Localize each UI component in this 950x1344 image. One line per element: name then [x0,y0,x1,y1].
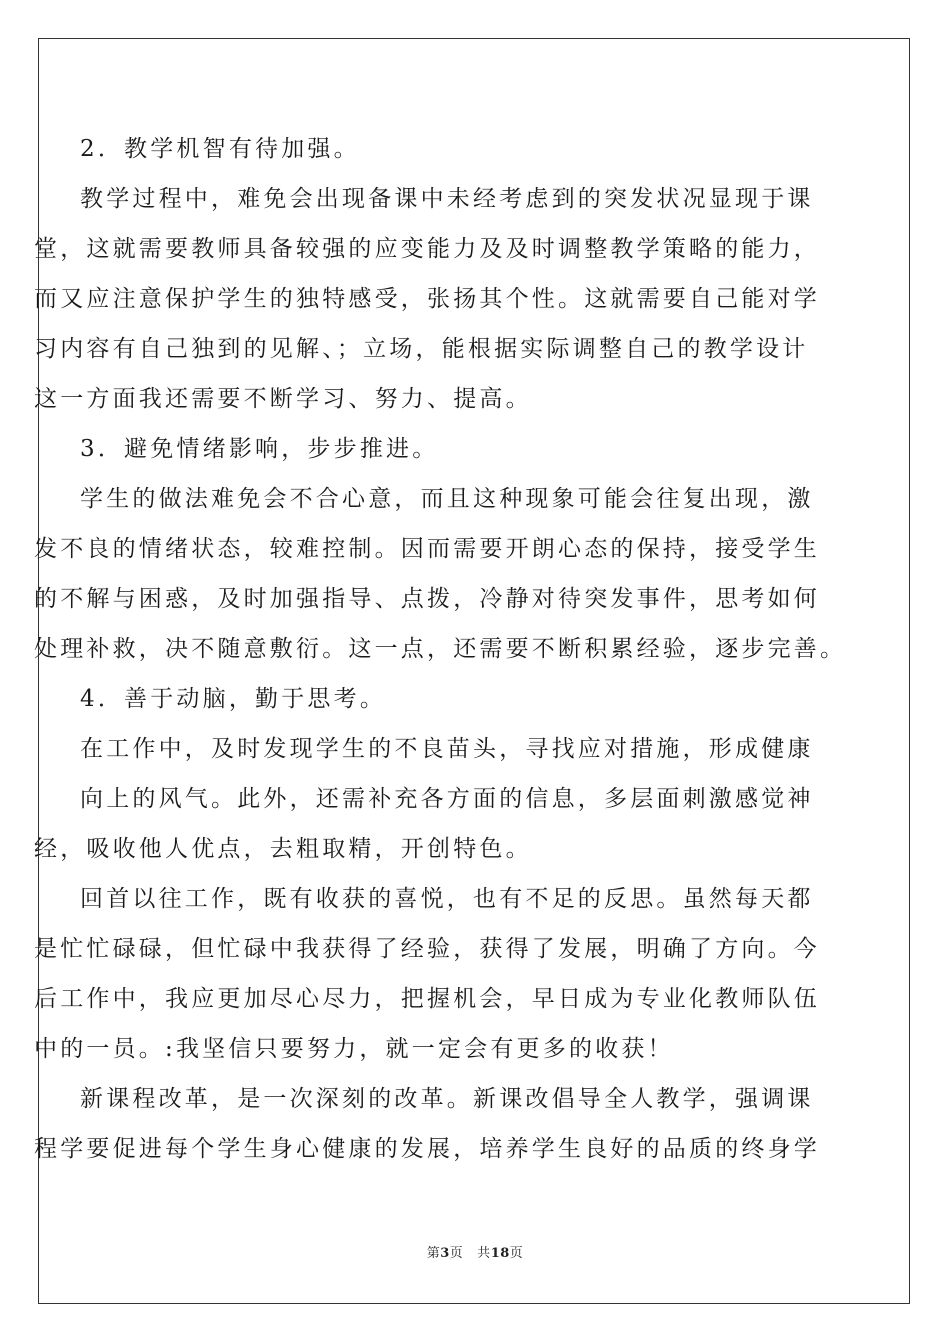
text-line: 4．善于动脑，勤于思考。 [80,686,387,712]
text-line: 发不良的情绪状态，较难控制。因而需要开朗心态的保持，接受学生 [34,536,820,562]
text-line: 经，吸收他人优点，去粗取精，开创特色。 [34,836,532,862]
text-line: 后工作中，我应更加尽心尽力，把握机会，早日成为专业化教师队伍 [34,986,820,1012]
text-line: 而又应注意保护学生的独特感受，张扬其个性。这就需要自己能对学 [34,286,820,312]
text-line: 2．教学机智有待加强。 [80,136,360,162]
text-line: 的不解与困惑，及时加强指导、点拨，冷静对待突发事件，思考如何 [34,586,820,612]
text-line: 处理补救，决不随意敷衍。这一点，还需要不断积累经验，逐步完善。 [34,636,847,662]
text-line: 回首以往工作，既有收获的喜悦，也有不足的反思。虽然每天都 [80,886,814,912]
total-page-count: 18 [490,1246,510,1261]
page-footer [0,1242,950,1261]
text-line: 是忙忙碌碌，但忙碌中我获得了经验，获得了发展，明确了方向。今 [34,936,820,962]
current-page-number: 3 [440,1246,450,1261]
footer-total-unit: 页 [509,1246,524,1261]
text-line: 习内容有自己独到的见解、；立场，能根据实际调整自己的教学设计 [34,336,809,362]
text-line: 教学过程中，难免会出现备课中未经考虑到的突发状况显现于课 [80,186,814,212]
text-line: 堂，这就需要教师具备较强的应变能力及及时调整教学策略的能力， [34,236,820,262]
text-line: 这一方面我还需要不断学习、努力、提高。 [34,386,532,412]
text-line: 在工作中，及时发现学生的不良苗头，寻找应对措施，形成健康 [80,736,814,762]
footer-page-unit: 页 [449,1246,464,1261]
text-line: 新课程改革，是一次深刻的改革。新课改倡导全人教学，强调课 [80,1086,814,1112]
text-line: 向上的风气。此外，还需补充各方面的信息，多层面刺激感觉神 [80,786,814,812]
text-line: 程学要促进每个学生身心健康的发展，培养学生良好的品质的终身学 [34,1136,820,1162]
footer-prefix: 第 [426,1246,441,1261]
text-line: 中的一员。:我坚信只要努力，就一定会有更多的收获！ [34,1036,674,1062]
text-line: 学生的做法难免会不合心意，而且这种现象可能会往复出现，激 [80,486,814,512]
footer-total-prefix: 共 [477,1246,491,1261]
text-line: 3．避免情绪影响，步步推进。 [80,436,439,462]
